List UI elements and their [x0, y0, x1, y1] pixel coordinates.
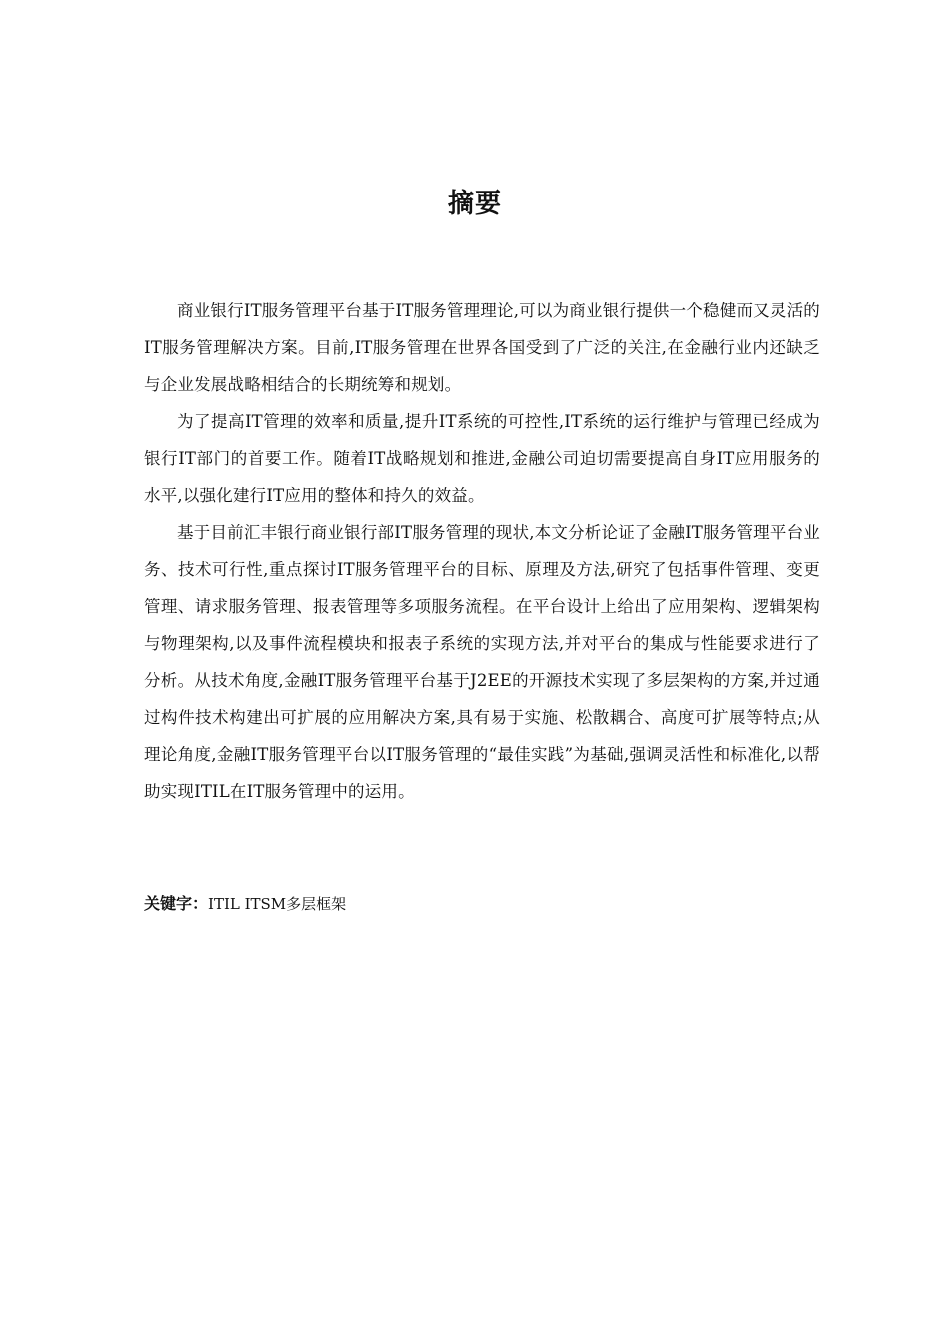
abstract-paragraph-3: 基于目前汇丰银行商业银行部IT服务管理的现状,本文分析论证了金融IT服务管理平台业务、技术可行性,重点探讨IT服务管理平台的目标、原理及方法,研究了包括事件管理、变更管理、请求服务管理、报表管理等多项服务流程。在平台设计上给出了应用架构、逻辑架构与物理架构,以及事件流程模块和报表子系统的实现方法,并对平台的集成与性能要求进行了分析。从技术角度,金融IT服务管理平台基于J2EE的开源技术实现了多层架构的方案,并过通过构件技术构建出可扩展的应用解决方案,具有易于实施、松散耦合、高度可扩展等特点;从理论角度,金融IT服务管理平台以IT服务管理的“最佳实践”为基础,强调灵活性和标准化,以帮助实现ITIL在IT服务管理中的运用。 [144, 523, 820, 801]
keywords-line [144, 887, 820, 921]
keywords-label: 关键字： [144, 894, 209, 913]
abstract-body [144, 292, 820, 810]
page-title: 摘要 [447, 189, 502, 219]
abstract-paragraph-2: 为了提高IT管理的效率和质量,提升IT系统的可控性,IT系统的运行维护与管理已经成为银行IT部门的首要工作。随着IT战略规划和推进,金融公司迫切需要提高自身IT应用服务的水平,以强化建行IT应用的整体和持久的效益。 [144, 412, 820, 505]
keywords-value: ITIL ITSM多层框架 [208, 895, 347, 913]
abstract-paragraph-1: 商业银行IT服务管理平台基于IT服务管理理论,可以为商业银行提供一个稳健而又灵活的IT服务管理解决方案。目前,IT服务管理在世界各国受到了广泛的关注,在金融行业内还缺乏与企业发展战略相结合的长期统筹和规划。 [144, 301, 820, 394]
